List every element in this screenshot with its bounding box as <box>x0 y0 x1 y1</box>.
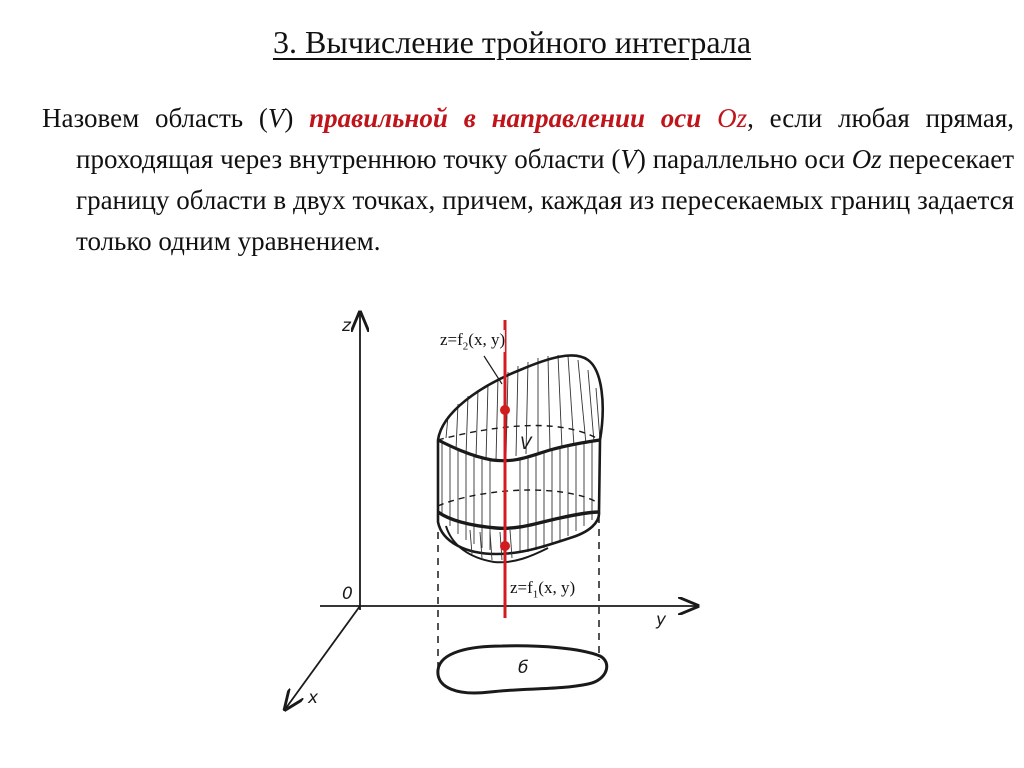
x-axis-label: x <box>308 688 319 708</box>
axis-symbol: Oz <box>851 144 882 174</box>
upper-intersection-point <box>500 405 510 415</box>
highlighted-axis: Oz <box>717 103 748 133</box>
definition-text-4: , если любая прямая, проходящая через внутреннюю точку области ( <box>76 103 1014 174</box>
origin-label: 0 <box>342 584 353 604</box>
definition-text-3 <box>701 103 717 133</box>
region-label: V <box>520 434 532 454</box>
upper-surface-prefix: z=f <box>440 330 463 349</box>
figure-drawing <box>270 300 710 720</box>
z-axis-label: z <box>342 316 351 336</box>
lower-surface-args: (x, y) <box>538 578 576 597</box>
definition-text-2: ) <box>284 103 310 133</box>
x-axis <box>286 606 360 708</box>
slide-title-text: 3. Вычисление тройного интеграла <box>272 24 752 60</box>
definition-paragraph <box>42 98 1014 262</box>
lower-surface-index: 1 <box>532 588 539 601</box>
upper-boundary-back <box>438 426 600 440</box>
lower-surface-prefix: z=f <box>510 578 533 597</box>
y-axis-label: y <box>656 610 667 630</box>
lower-boundary-curve <box>438 512 599 528</box>
lower-intersection-point <box>500 541 510 551</box>
upper-surface-index: 2 <box>462 340 469 353</box>
bottom-bulge <box>446 526 548 562</box>
lower-surface-label <box>510 578 575 600</box>
region-symbol: V <box>267 103 285 133</box>
highlighted-term: правильной в направлении оси <box>309 103 702 133</box>
definition-text-6: пересекает границу области в двух точках, причем, каждая из пересекаемых границ задается только одним уравнением. <box>76 144 1015 256</box>
upper-label-leader <box>484 356 502 384</box>
projection-label: б <box>518 658 529 678</box>
definition-text-1: Назовем область ( <box>42 103 268 133</box>
slide-title <box>0 22 1024 62</box>
definition-text-5: ) параллельно оси <box>636 144 852 174</box>
middle-contour-back <box>438 490 599 506</box>
upper-surface-label <box>440 330 505 352</box>
region-figure <box>270 300 710 720</box>
region-symbol-2: V <box>620 144 637 174</box>
upper-surface-args: (x, y) <box>468 330 506 349</box>
